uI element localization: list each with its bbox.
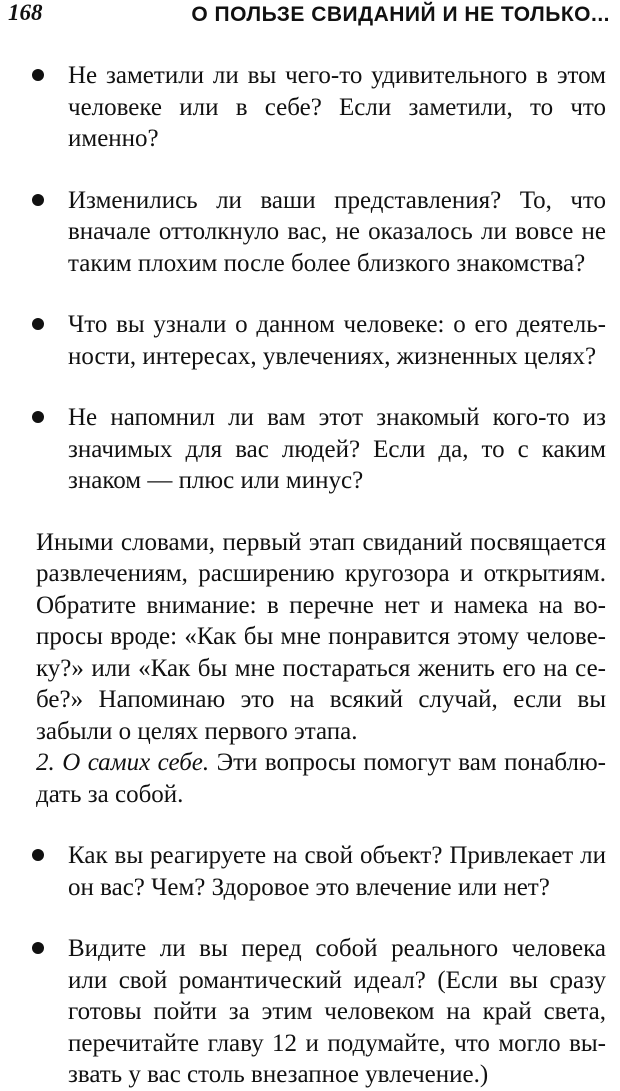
list-item [0, 60, 620, 155]
list-item-text: Видите ли вы перед собой реального человека или свой романтический идеал? (Если вы сразу готовы пойти за этим человеком на край света, перечитайте главу 12 и подумайте, что могло вызвать у вас столь внезапное увлечение.) [68, 935, 606, 1088]
list-item [0, 933, 620, 1091]
list-item-text: Изменились ли ваши представления? То, что вначале оттолкнуло вас, не оказалось ли вовсе не таким плохим после более близкого знакомства? [68, 186, 606, 277]
page-number: 168 [8, 0, 43, 25]
bullet-icon [32, 194, 44, 206]
bullet-icon [32, 318, 44, 330]
page-body [0, 60, 620, 1091]
question-list-1 [0, 60, 620, 497]
section-paragraph [0, 747, 620, 810]
list-item [0, 402, 620, 497]
list-item [0, 309, 620, 372]
list-item-text: Не заметили ли вы чего-то удивительного в этом человеке или в себе? Если заметили, то что именно? [68, 62, 606, 152]
list-item-text: Как вы реагируете на свой объект? Привлекает ли он вас? Чем? Здоровое это влечение или нет? [68, 842, 606, 901]
list-item-text: Что вы узнали о данном человеке: о его деятельности, интересах, увлечениях, жизненных целях? [68, 311, 606, 370]
section-lead: 2. О самих себе. [36, 749, 210, 776]
body-paragraph: Иными словами, первый этап свиданий посвящается развлечениям, расширению кругозора и открытиям. Обратите внимание: в перечне нет и намека на вопросы вроде: «Как бы мне понравится этому человеку?» или «Как бы мне постараться женить его на себе?» Напоминаю это на всякий случай, если вы забыли о целях первого этапа. [36, 528, 606, 745]
list-item [0, 185, 620, 280]
list-item-text: Не напомнил ли вам этот знакомый кого-то из значимых для вас людей? Если да, то с каким знаком — плюс или минус? [68, 404, 606, 494]
running-title: О ПОЛЬЗЕ СВИДАНИЙ И НЕ ТОЛЬКО... [191, 3, 610, 26]
bullet-icon [32, 849, 44, 861]
section-text: Эти вопросы помогут вам понаблюдать за собой. [36, 749, 606, 808]
bullet-icon [32, 942, 44, 954]
list-item [0, 840, 620, 903]
question-list-2 [0, 840, 620, 1091]
bullet-icon [32, 69, 44, 81]
page-header [8, 0, 612, 34]
bullet-icon [32, 411, 44, 423]
